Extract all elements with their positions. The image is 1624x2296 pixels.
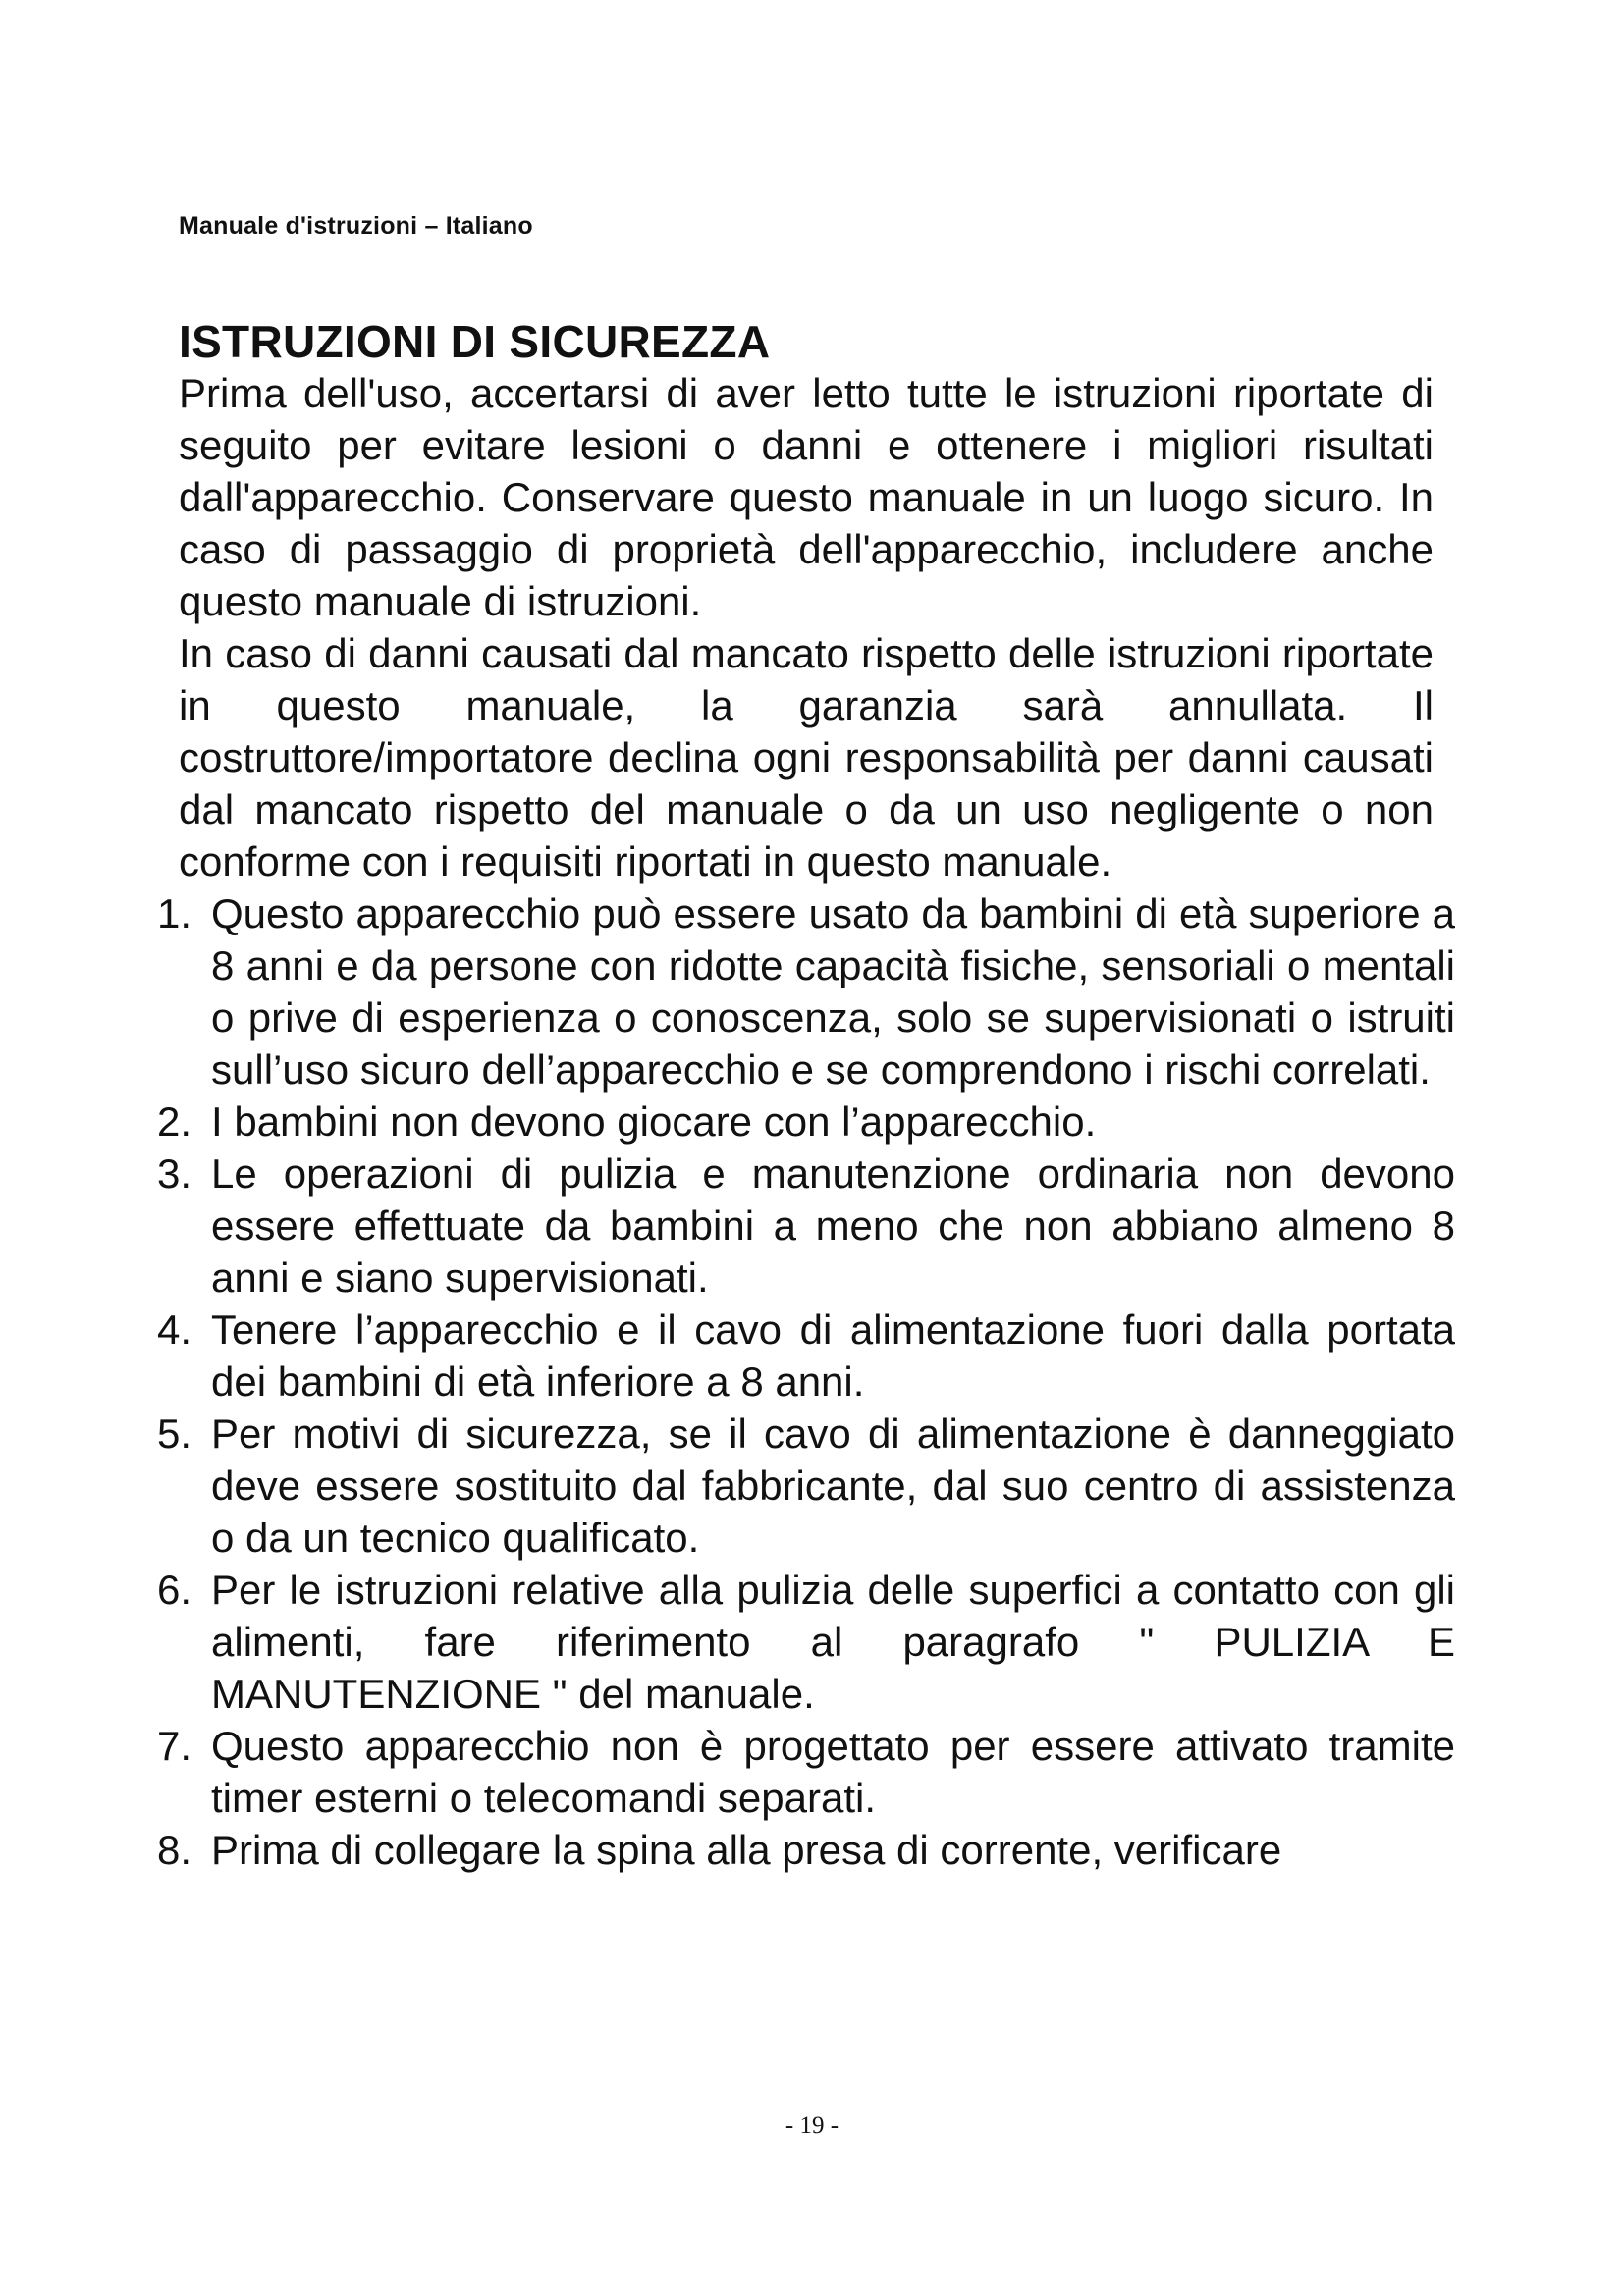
list-item-text: Le operazioni di pulizia e manutenzione ordinaria non devono essere effettuate da bambini a meno che non abbiano almeno 8 anni e siano supervisionati.: [211, 1150, 1455, 1301]
list-item: [157, 1408, 1455, 1564]
list-item-text: Tenere l’apparecchio e il cavo di alimentazione fuori dalla portata dei bambini di età inferiore a 8 anni.: [211, 1307, 1455, 1405]
intro-paragraph-1: Prima dell'uso, accertarsi di aver letto tutte le istruzioni riportate di seguito per evitare lesioni o danni e ottenere i migliori risultati dall'apparecchio. Conservare questo manuale in un luogo sicuro. In caso di passaggio di proprietà dell'apparecchio, includere anche questo manuale di istruzioni.: [179, 370, 1434, 624]
list-item-number: 7.: [157, 1723, 192, 1769]
list-item: [157, 1095, 1455, 1148]
safety-instructions-list: [157, 887, 1455, 1876]
list-item-number: 4.: [157, 1307, 192, 1353]
intro-paragraph-2: In caso di danni causati dal mancato rispetto delle istruzioni riportate in questo manuale, la garanzia sarà annullata. Il costruttore/importatore declina ogni responsabilità per danni causati dal mancato rispetto del manuale o da un uso negligente o non conforme con i requisiti riportati in questo manuale.: [179, 630, 1434, 884]
list-item: [157, 1304, 1455, 1408]
list-item: [157, 887, 1455, 1095]
page-number: - 19 -: [785, 2112, 839, 2139]
list-item-number: 3.: [157, 1150, 192, 1197]
list-item-text: Per le istruzioni relative alla pulizia delle superfici a contatto con gli alimenti, fare riferimento al paragrafo " PULIZIA E MANUTENZIONE " del manuale.: [211, 1567, 1455, 1717]
list-item: [157, 1564, 1455, 1720]
running-header: Manuale d'istruzioni – Italiano: [179, 212, 533, 240]
list-item: [157, 1148, 1455, 1304]
safety-section: [157, 316, 1455, 1876]
list-item-text: Questo apparecchio può essere usato da bambini di età superiore a 8 anni e da persone con ridotte capacità fisiche, sensoriali o mentali o prive di esperienza o conoscenza, solo se supervisionati o istruiti sull’uso sicuro dell’apparecchio e se comprendono i rischi correlati.: [211, 890, 1455, 1093]
list-item-number: 6.: [157, 1567, 192, 1613]
list-item-text: Questo apparecchio non è progettato per essere attivato tramite timer esterni o telecomandi separati.: [211, 1723, 1455, 1821]
list-item-number: 1.: [157, 890, 192, 936]
list-item-text: Prima di collegare la spina alla presa di corrente, verificare: [211, 1827, 1282, 1873]
list-item-text: I bambini non devono giocare con l’apparecchio.: [211, 1098, 1097, 1145]
list-item-number: 8.: [157, 1827, 192, 1873]
section-title: ISTRUZIONI DI SICUREZZA: [179, 316, 771, 367]
list-item-number: 2.: [157, 1098, 192, 1145]
list-item: [157, 1720, 1455, 1824]
list-item-text: Per motivi di sicurezza, se il cavo di alimentazione è danneggiato deve essere sostituito dal fabbricante, dal suo centro di assistenza o da un tecnico qualificato.: [211, 1411, 1455, 1561]
list-item-number: 5.: [157, 1411, 192, 1457]
list-item: [157, 1824, 1455, 1876]
